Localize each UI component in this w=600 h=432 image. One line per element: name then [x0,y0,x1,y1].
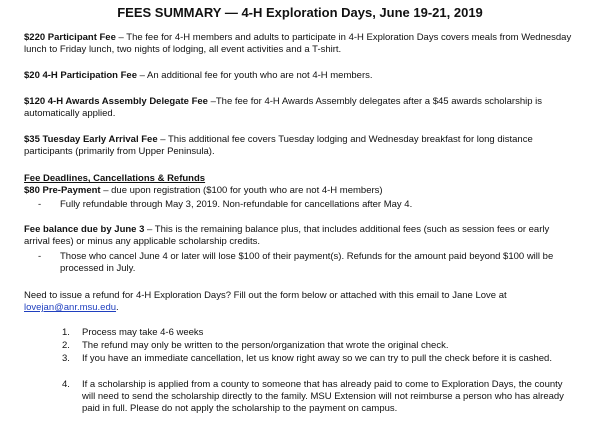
fee-name: $35 Tuesday Early Arrival Fee [24,134,158,145]
list-item: If a scholarship is applied from a county to someone that has already paid to come to Exploration Days, the county will need to send the scholarship directly to the family. MSU Extension will not reimburse a person who has already paid in full. Please do not apply the scholarship to the payment on campus. [82,379,564,415]
fee-description: – This additional fee covers Tuesday lodging and Wednesday breakfast for long distance participants (primarily from Upper Peninsula). [24,134,533,158]
email-link[interactable]: lovejan@anr.msu.edu [24,302,117,314]
fee-awards-delegate [24,96,576,120]
fee-name: $120 4-H Awards Assembly Delegate Fee [24,96,208,107]
list-number: 2. [62,340,70,351]
fee-name: $220 Participant Fee [24,32,116,43]
deadlines-heading: Fee Deadlines, Cancellations & Refunds [24,173,206,184]
list-number: 1. [62,327,70,338]
prepayment-name: $80 Pre-Payment [24,185,101,196]
prepayment-bullet: Fully refundable through May 3, 2019. Non-refundable for cancellations after May 4. [60,199,413,210]
refund-intro [24,290,576,314]
fee-description: – The fee for 4-H members and adults to participate in 4-H Exploration Days covers meals from Wednesday lunch to Friday lunch, two nights of lodging, all event activities and a T-shirt. [24,32,572,56]
bullet-dash: - [38,251,42,262]
list-item: If you have an immediate cancellation, let us know right away so we can try to pull the check before it is cashed. [82,353,552,364]
list-item: The refund may only be written to the person/organization that wrote the original check. [82,340,449,351]
list-item: Process may take 4-6 weeks [82,327,204,338]
refund-intro-end: . [116,302,119,314]
fee-description: –The fee for 4-H Awards Assembly delegates after a $45 awards scholarship is automatically applied. [24,96,543,120]
balance-paragraph [24,224,576,248]
balance-bullet: Those who cancel June 4 or later will lose $100 of their payment(s). Refunds for the amount paid beyond $100 will be processed in July. [60,251,554,275]
balance-description: – This is the remaining balance plus, that includes additional fees (such as session fees or early arrival fees) or minus any applicable scholarship credits. [24,224,550,248]
list-number: 4. [62,379,70,390]
bullet-dash: - [38,199,42,210]
fee-participant [24,32,576,56]
fee-description: – An additional fee for youth who are not 4-H members. [136,70,373,81]
fee-participation [24,70,576,82]
fee-name: $20 4-H Participation Fee [24,70,137,81]
prepayment-line [24,185,576,197]
prepayment-description: – due upon registration ($100 for youth who are not 4-H members) [100,185,383,196]
balance-name: Fee balance due by June 3 [24,224,145,235]
fee-early-arrival [24,134,576,158]
page-title: FEES SUMMARY — 4-H Exploration Days, June 19-21, 2019 [117,5,483,20]
refund-intro-text: Need to issue a refund for 4-H Exploration Days? Fill out the form below or attached with this email to Jane Love at [24,290,507,301]
list-number: 3. [62,353,70,364]
